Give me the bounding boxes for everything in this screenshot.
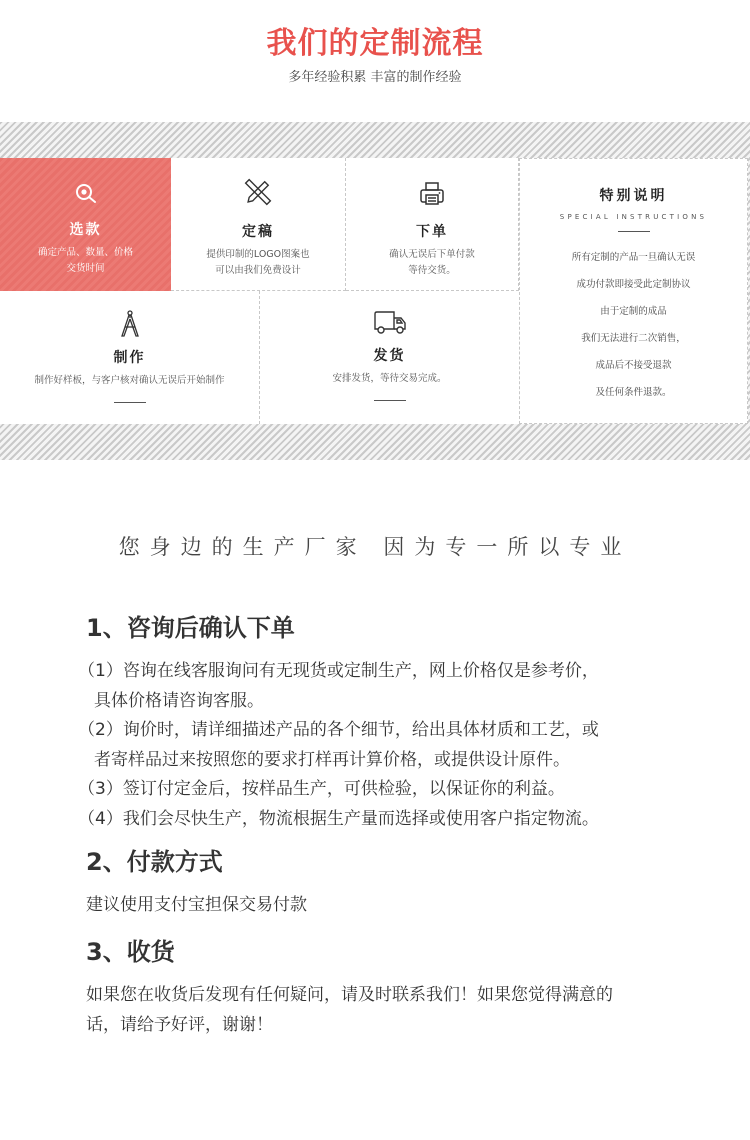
pencil-ruler-icon bbox=[244, 178, 272, 206]
page-title: 我们的定制流程 bbox=[266, 26, 484, 61]
special-item: 所有定制的产品一旦确认无误 bbox=[571, 252, 696, 263]
printer-icon bbox=[418, 180, 446, 208]
section-paragraph: （1）咨询在线客服询问有无现货或定制生产，网上价格仅是参考价， bbox=[78, 661, 599, 681]
special-item: 我们无法进行二次销售， bbox=[581, 333, 686, 344]
step-desc-line: 等待交货。 bbox=[408, 265, 456, 276]
page-subtitle: 多年经验积累 丰富的制作经验 bbox=[288, 70, 462, 85]
step-divider bbox=[114, 402, 146, 403]
step-desc-line: 确定产品、数量、价格 bbox=[37, 247, 133, 258]
section-payment bbox=[86, 842, 686, 921]
special-divider bbox=[618, 231, 650, 232]
special-title: 特别说明 bbox=[599, 188, 668, 204]
special-item: 成功付款即接受此定制协议 bbox=[576, 279, 691, 290]
step-desc-line: 提供印制的LOGO图案也 bbox=[206, 249, 310, 260]
step-title: 选款 bbox=[69, 222, 102, 238]
special-item: 成品后不接受退款 bbox=[595, 360, 672, 371]
process-step-finalize bbox=[171, 158, 346, 291]
section-paragraph: 如果您在收货后发现有任何疑问，请及时联系我们！如果您觉得满意的 bbox=[86, 985, 613, 1005]
section-paragraph: （4）我们会尽快生产，物流根据生产量而选择或使用客户指定物流。 bbox=[78, 808, 599, 829]
slogan: 您身边的生产厂家 因为专一所以专业 bbox=[118, 535, 632, 559]
process-step-produce bbox=[0, 291, 260, 424]
search-icon bbox=[73, 181, 99, 207]
step-desc-line: 安排发货，等待交易完成。 bbox=[332, 373, 447, 384]
section-paragraph: 者寄样品过来按照您的要求打样再计算价格，或提供设计原件。 bbox=[94, 749, 570, 770]
special-item: 及任何条件退款。 bbox=[595, 387, 672, 398]
section-paragraph: （2）询价时，请详细描述产品的各个细节，给出具体材质和工艺，或 bbox=[78, 720, 599, 740]
step-divider bbox=[374, 400, 406, 401]
step-title: 下单 bbox=[416, 224, 448, 240]
section-heading: 1、咨询后确认下单 bbox=[86, 614, 295, 642]
section-paragraph: （3）签订付定金后，按样品生产，可供检验，以保证你的利益。 bbox=[78, 779, 565, 799]
process-step-ship bbox=[260, 291, 519, 424]
process-step-order bbox=[346, 158, 519, 291]
special-subtitle: SPECIAL INSTRUCTIONS bbox=[559, 213, 708, 221]
section-paragraph: 话，请给予好评，谢谢！ bbox=[86, 1014, 273, 1035]
step-desc-line: 确认无误后下单付款 bbox=[389, 249, 475, 260]
special-item: 由于定制的成品 bbox=[600, 306, 667, 317]
section-heading: 2、付款方式 bbox=[86, 848, 223, 876]
compass-icon bbox=[118, 309, 142, 339]
step-title: 定稿 bbox=[242, 224, 274, 240]
special-list bbox=[520, 244, 747, 406]
step-title: 制作 bbox=[113, 350, 146, 366]
section-consult bbox=[78, 608, 686, 834]
section-paragraph: 建议使用支付宝担保交易付款 bbox=[86, 895, 307, 915]
step-desc-line: 交货时间 bbox=[66, 263, 105, 274]
truck-icon bbox=[373, 310, 407, 336]
special-instructions-panel bbox=[519, 158, 748, 424]
section-receipt bbox=[86, 932, 686, 1040]
section-paragraph: 具体价格请咨询客服。 bbox=[94, 690, 264, 711]
process-step-select bbox=[0, 158, 171, 291]
step-desc-line: 制作好样板，与客户核对确认无误后开始制作 bbox=[34, 375, 225, 386]
section-heading: 3、收货 bbox=[86, 938, 175, 966]
step-desc-line: 可以由我们免费设计 bbox=[215, 265, 301, 276]
step-title: 发货 bbox=[373, 348, 406, 364]
